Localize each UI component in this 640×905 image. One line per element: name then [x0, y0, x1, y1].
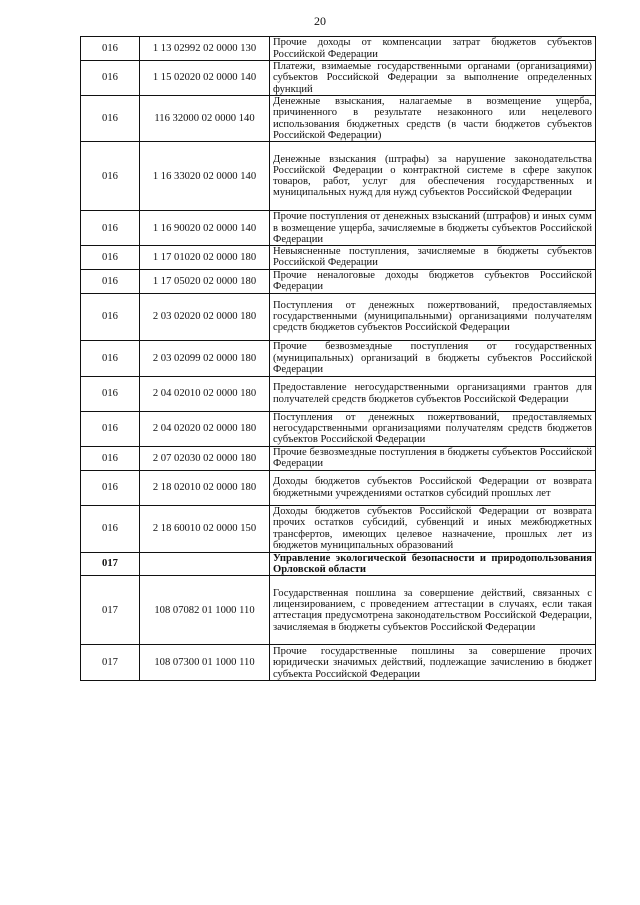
admin-code-cell: 016 — [81, 269, 140, 293]
revenue-name-cell: Прочие доходы от компенсации затрат бюджетов субъектов Российской Федерации — [270, 37, 596, 61]
table-row — [81, 411, 596, 446]
page-number: 20 — [314, 14, 326, 28]
admin-code-cell: 016 — [81, 61, 140, 96]
table-row — [81, 645, 596, 681]
table-row — [81, 37, 596, 61]
budget-code-cell: 2 18 02010 02 0000 180 — [140, 470, 270, 505]
table-row — [81, 470, 596, 505]
admin-code-cell: 017 — [81, 576, 140, 645]
revenue-name-cell: Невыясненные поступления, зачисляемые в бюджеты субъектов Российской Федерации — [270, 246, 596, 270]
admin-code-cell: 017 — [81, 645, 140, 681]
budget-code-cell: 1 13 02992 02 0000 130 — [140, 37, 270, 61]
table-row — [81, 446, 596, 470]
admin-code-cell: 016 — [81, 376, 140, 411]
budget-code-cell: 1 16 90020 02 0000 140 — [140, 211, 270, 246]
budget-code-cell: 108 07082 01 1000 110 — [140, 576, 270, 645]
table-body — [81, 37, 596, 681]
table-row — [81, 211, 596, 246]
revenue-name-cell: Прочие безвозмездные поступления в бюджеты субъектов Российской Федерации — [270, 446, 596, 470]
budget-code-cell: 1 17 01020 02 0000 180 — [140, 246, 270, 270]
admin-code-cell: 016 — [81, 411, 140, 446]
admin-code-cell: 016 — [81, 96, 140, 142]
revenue-codes-table — [80, 36, 596, 681]
table-row — [81, 340, 596, 376]
revenue-name-cell: Предоставление негосударственными организациями грантов для получателей средств бюджетов субъектов Российской Федерации — [270, 376, 596, 411]
admin-code-cell: 017 — [81, 552, 140, 576]
budget-code-cell: 2 04 02020 02 0000 180 — [140, 411, 270, 446]
revenue-name-cell: Государственная пошлина за совершение действий, связанных с лицензированием, с проведением аттестации в случаях, если такая аттестация предусмотрена законодательством Российской Федерации, зачисляемая в бюджеты субъектов Российской Федерации — [270, 576, 596, 645]
table-row — [81, 576, 596, 645]
revenue-name-cell: Прочие государственные пошлины за совершение прочих юридически значимых действий, подлежащие зачислению в бюджет субъекта Российской Федерации — [270, 645, 596, 681]
budget-code-cell: 2 03 02099 02 0000 180 — [140, 340, 270, 376]
admin-code-cell: 016 — [81, 211, 140, 246]
table-row — [81, 376, 596, 411]
admin-code-cell: 016 — [81, 142, 140, 211]
revenue-name-cell: Поступления от денежных пожертвований, предоставляемых негосударственными организациями получателям средств бюджетов субъектов Российской Федерации — [270, 411, 596, 446]
revenue-name-cell: Прочие безвозмездные поступления от государственных (муниципальных) организаций в бюджеты субъектов Российской Федерации — [270, 340, 596, 376]
revenue-name-cell: Платежи, взимаемые государственными органами (организациями) субъектов Российской Федерации за выполнение определенных функций — [270, 61, 596, 96]
admin-code-cell: 016 — [81, 446, 140, 470]
table-row — [81, 246, 596, 270]
revenue-name-cell: Доходы бюджетов субъектов Российской Федерации от возврата прочих остатков субсидий, субвенций и иных межбюджетных трансфертов, имеющих целевое назначение, прошлых лет из бюджетов муниципальных образований — [270, 505, 596, 552]
admin-code-cell: 016 — [81, 505, 140, 552]
revenue-name-cell: Прочие поступления от денежных взысканий (штрафов) и иных сумм в возмещение ущерба, зачисляемые в бюджеты субъектов Российской Федерации — [270, 211, 596, 246]
admin-code-cell: 016 — [81, 340, 140, 376]
table-row — [81, 293, 596, 340]
revenue-name-cell: Управление экологической безопасности и природопользования Орловской области — [270, 552, 596, 576]
budget-code-cell — [140, 552, 270, 576]
table-section-row — [81, 552, 596, 576]
budget-code-cell: 108 07300 01 1000 110 — [140, 645, 270, 681]
budget-code-cell: 1 17 05020 02 0000 180 — [140, 269, 270, 293]
admin-code-cell: 016 — [81, 293, 140, 340]
admin-code-cell: 016 — [81, 246, 140, 270]
revenue-name-cell: Поступления от денежных пожертвований, предоставляемых государственными (муниципальными) организациями получателям средств бюджетов субъектов Российской Федерации — [270, 293, 596, 340]
revenue-name-cell: Денежные взыскания (штрафы) за нарушение законодательства Российской Федерации о контрактной системе в сфере закупок товаров, работ, услуг для обеспечения государственных и муниципальных нужд для нужд субъектов Российской Федерации — [270, 142, 596, 211]
budget-code-cell: 1 15 02020 02 0000 140 — [140, 61, 270, 96]
budget-code-cell: 2 07 02030 02 0000 180 — [140, 446, 270, 470]
revenue-name-cell: Денежные взыскания, налагаемые в возмещение ущерба, причиненного в результате незаконного или нецелевого использования бюджетных средств (в части бюджетов субъектов Российской Федерации) — [270, 96, 596, 142]
budget-code-cell: 2 03 02020 02 0000 180 — [140, 293, 270, 340]
table-row — [81, 505, 596, 552]
budget-code-cell: 116 32000 02 0000 140 — [140, 96, 270, 142]
revenue-name-cell: Доходы бюджетов субъектов Российской Федерации от возврата бюджетными учреждениями остатков субсидий прошлых лет — [270, 470, 596, 505]
table-row — [81, 61, 596, 96]
budget-code-cell: 2 18 60010 02 0000 150 — [140, 505, 270, 552]
table-row — [81, 96, 596, 142]
budget-code-cell: 1 16 33020 02 0000 140 — [140, 142, 270, 211]
admin-code-cell: 016 — [81, 470, 140, 505]
budget-code-cell: 2 04 02010 02 0000 180 — [140, 376, 270, 411]
table-row — [81, 269, 596, 293]
admin-code-cell: 016 — [81, 37, 140, 61]
revenue-name-cell: Прочие неналоговые доходы бюджетов субъектов Российской Федерации — [270, 269, 596, 293]
table-row — [81, 142, 596, 211]
